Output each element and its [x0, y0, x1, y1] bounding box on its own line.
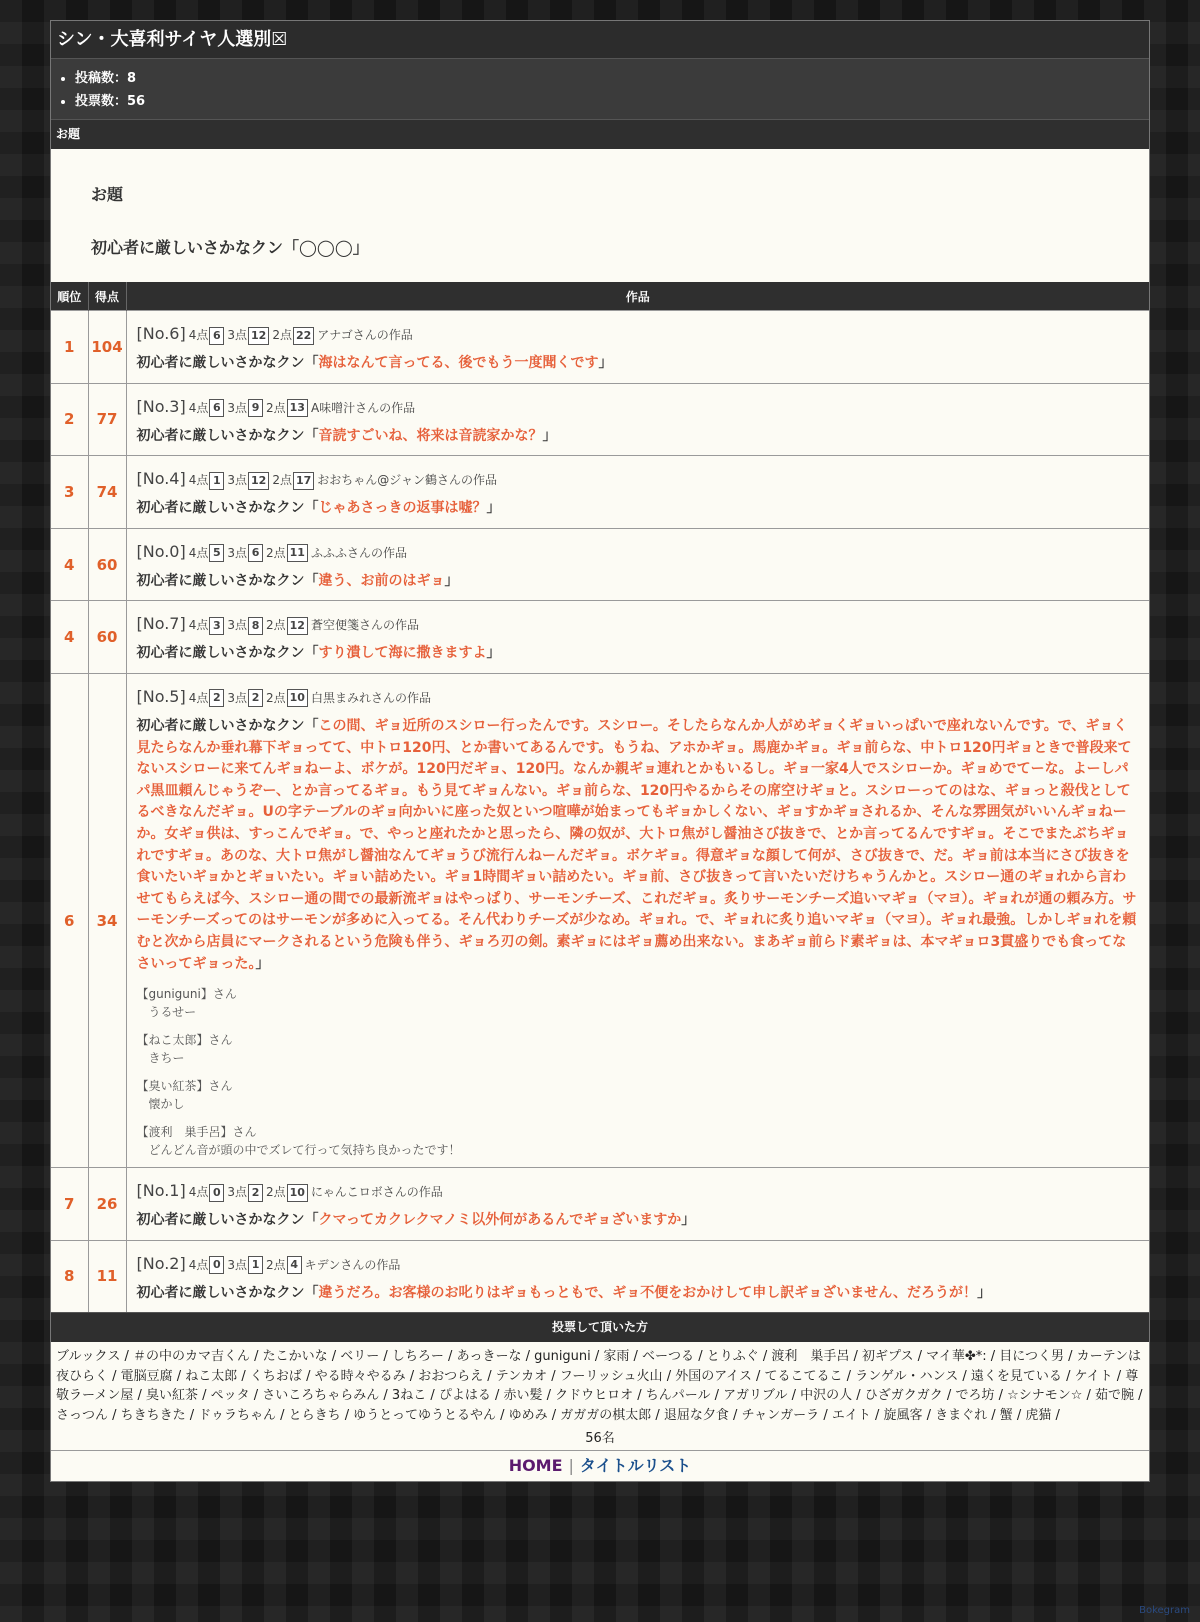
- entry-prefix: 初心者に厳しいさかなクン「: [136, 500, 319, 517]
- entry-prefix: 初心者に厳しいさかなクン「: [136, 1212, 319, 1229]
- entry-number: [No.2]: [136, 1253, 186, 1273]
- points-4-count: 6: [209, 399, 224, 417]
- score-cell: 77: [88, 383, 126, 456]
- rank-cell: 7: [51, 1168, 88, 1241]
- points-3-label: 3点: [227, 328, 248, 342]
- entry-header: [137, 1251, 1140, 1277]
- rank-cell: 8: [51, 1240, 88, 1312]
- title-list-link[interactable]: タイトルリスト: [579, 1456, 692, 1476]
- points-4-label: 4点: [188, 1185, 209, 1200]
- points-2-count: 22: [293, 327, 314, 345]
- entry-suffix: 」: [681, 1212, 696, 1229]
- entry-author: にゃんこロボさんの作品: [310, 1185, 443, 1200]
- points-3-label: 3点: [227, 1185, 248, 1200]
- comment: [137, 1123, 1140, 1159]
- result-row: [51, 673, 1149, 1167]
- entry-answer: 違う、お前のはギョ: [318, 572, 445, 589]
- points-2-count: 12: [287, 617, 308, 635]
- work-cell: [126, 1168, 1149, 1241]
- rank-cell: 1: [51, 311, 88, 384]
- result-row: [51, 1240, 1149, 1312]
- entry-body: [137, 643, 1140, 665]
- points-2-label: 2点: [266, 618, 286, 633]
- points-2-label: 2点: [266, 545, 286, 560]
- result-row: [51, 456, 1149, 529]
- score-cell: 60: [88, 601, 126, 674]
- odai-box: [51, 149, 1149, 282]
- rank-cell: 6: [51, 673, 88, 1167]
- entry-number: [No.1]: [136, 1181, 186, 1201]
- voter-count: 56名: [585, 1431, 615, 1447]
- stats-box: [51, 59, 1149, 119]
- points-3-label: 3点: [227, 473, 248, 488]
- points-4-label: 4点: [188, 473, 209, 488]
- work-cell: [126, 528, 1149, 601]
- rank-cell: 4: [51, 601, 88, 674]
- points-2-label: 2点: [266, 1185, 286, 1200]
- entry-body: [137, 1210, 1140, 1232]
- points-3-count: 8: [248, 617, 263, 635]
- result-row: [51, 528, 1149, 601]
- voters-header: 投票して頂いた方: [51, 1312, 1149, 1342]
- points-4-count: 3: [209, 617, 224, 635]
- entry-suffix: 」: [977, 1284, 992, 1301]
- rank-cell: 3: [51, 456, 88, 529]
- rank-cell: 2: [51, 383, 88, 456]
- entry-suffix: 」: [598, 355, 613, 371]
- comment-text: きちー: [148, 1051, 185, 1066]
- entry-author: アナゴさんの作品: [317, 328, 413, 342]
- entry-header: [137, 321, 1140, 347]
- work-cell: [126, 456, 1149, 529]
- points-2-count: 11: [287, 544, 308, 562]
- main-container: [50, 20, 1150, 1482]
- entry-author: キデンさんの作品: [304, 1257, 401, 1272]
- comment: [137, 985, 1140, 1021]
- entry-author: A味噌汁さんの作品: [310, 400, 416, 415]
- entry-prefix: 初心者に厳しいさかなクン「: [136, 355, 319, 371]
- entry-body: [137, 426, 1140, 448]
- points-4-count: 1: [209, 472, 224, 490]
- page-title: シン・大喜利サイヤ人選別☒: [51, 21, 1149, 59]
- points-4-count: 6: [209, 327, 224, 345]
- voters-list: ブルックス / ＃の中のカマ吉くん / たこかいな / ベリー / しちろー / あっきーな / guniguni / 家雨 / ベーつる / とりふぐ / 渡利 巣手呂 / 初ギプス / マイ華✤*: / 目につく男 / カーテンは夜ひらく / 電脳豆腐 / ねこ太郎 / くちおば / やる時々やるみ / おおつらえ / テンカオ / フーリッシュ火山 / 外国のアイス / てるこてるこ / ランゲル・ハンス / 遠くを見ている / ケイト / 尊敬ラーメン屋 / 臭い紅茶 / ペッタ / さいころちゃらみん / 3ねこ / ぴよはる / 赤い髪 / クドウヒロオ / ちんパール / アガリブル / 中沢の人 / ひざガクガク / でろ坊 / ☆シナモン☆ / 茹で腕 / さっつん / ちきちきた / ドゥラちゃん / とらきち / ゆうとってゆうとるやん / ゆめみ / ガガガの棋太郎 / 退屈な夕食 / チャンガーラ / エイト / 旋風客 / きまぐれ / 蟹 / 虎猫 /: [56, 1349, 1143, 1423]
- points-3-count: 9: [248, 399, 263, 417]
- results-table: [51, 282, 1149, 1312]
- points-4-label: 4点: [188, 328, 209, 342]
- entry-number: [No.5]: [136, 686, 186, 706]
- score-header: 得点: [88, 282, 126, 311]
- odai-section-header: お題: [51, 119, 1149, 149]
- points-2-count: 17: [293, 472, 314, 490]
- work-cell: [126, 383, 1149, 456]
- points-2-label: 2点: [272, 328, 292, 342]
- points-2-count: 4: [287, 1256, 302, 1274]
- points-2-label: 2点: [266, 1257, 286, 1272]
- result-row: [51, 601, 1149, 674]
- entry-suffix: 」: [486, 645, 501, 662]
- work-cell: [126, 601, 1149, 674]
- points-3-label: 3点: [227, 400, 248, 415]
- points-2-label: 2点: [266, 690, 286, 705]
- points-4-count: 0: [209, 1256, 224, 1274]
- score-cell: 60: [88, 528, 126, 601]
- result-row: [51, 383, 1149, 456]
- work-cell: [126, 311, 1149, 384]
- brand-logo[interactable]: Bokegram: [1139, 1605, 1190, 1616]
- work-header: 作品: [126, 282, 1149, 311]
- points-3-count: 12: [248, 327, 269, 345]
- entry-header: [137, 684, 1140, 710]
- comment-text: 懐かし: [148, 1097, 185, 1112]
- vote-count: • 投票数：56: [75, 90, 1149, 113]
- points-3-count: 2: [248, 689, 263, 707]
- entry-body: [137, 571, 1140, 593]
- entry-answer: クマってカクレクマノミ以外何があるんでギョざいますか: [318, 1212, 682, 1229]
- entry-answer: 音読すごいね、将来は音読家かな？: [318, 427, 543, 444]
- post-count: • 投稿数：8: [75, 67, 1149, 90]
- entry-header: [137, 394, 1140, 420]
- result-row: [51, 311, 1149, 384]
- home-link[interactable]: HOME: [508, 1456, 563, 1476]
- entry-author: 白黒まみれさんの作品: [310, 690, 431, 705]
- rank-header: 順位: [51, 282, 88, 311]
- score-cell: 104: [88, 311, 126, 384]
- points-3-label: 3点: [227, 690, 248, 705]
- points-4-label: 4点: [188, 690, 209, 705]
- comment: [137, 1077, 1140, 1113]
- comment-author: 【ねこ太郎】さん: [136, 1033, 233, 1048]
- rank-cell: 4: [51, 528, 88, 601]
- footer-nav: [51, 1450, 1149, 1481]
- points-4-label: 4点: [188, 618, 209, 633]
- points-2-label: 2点: [272, 473, 292, 488]
- score-cell: 26: [88, 1168, 126, 1241]
- points-3-count: 2: [248, 1184, 263, 1202]
- points-4-label: 4点: [188, 545, 209, 560]
- comment-author: 【渡利 巣手呂】さん: [136, 1125, 257, 1140]
- entry-author: 蒼空便箋さんの作品: [310, 618, 419, 633]
- points-4-count: 5: [209, 544, 224, 562]
- entry-suffix: 」: [255, 955, 270, 972]
- entry-body: [137, 1283, 1140, 1305]
- entry-number: [No.4]: [136, 469, 186, 489]
- points-3-label: 3点: [227, 1257, 248, 1272]
- entry-header: [137, 1178, 1140, 1204]
- comment-author: 【guniguni】さん: [136, 987, 237, 1002]
- comment-text: うるせー: [148, 1005, 197, 1020]
- odai-text: 初心者に厳しいさかなクン「◯◯◯」: [91, 238, 369, 257]
- entry-body: [137, 716, 1140, 975]
- points-2-count: 10: [287, 689, 308, 707]
- points-3-label: 3点: [227, 618, 248, 633]
- points-3-count: 12: [248, 472, 269, 490]
- points-2-count: 10: [287, 1184, 308, 1202]
- work-cell: [126, 1240, 1149, 1312]
- entry-prefix: 初心者に厳しいさかなクン「: [136, 645, 319, 662]
- entry-answer: じゃあさっきの返事は嘘？: [318, 500, 487, 517]
- entry-number: [No.3]: [136, 396, 186, 416]
- points-3-count: 1: [248, 1256, 263, 1274]
- entry-author: おおちゃん@ジャン鶴さんの作品: [317, 473, 498, 488]
- entry-author: ふふふさんの作品: [310, 545, 407, 560]
- entry-header: [137, 466, 1140, 492]
- entry-suffix: 」: [486, 500, 501, 517]
- entry-answer: 海はなんて言ってる、後でもう一度聞くです: [318, 355, 599, 371]
- entry-body: [137, 498, 1140, 520]
- points-2-count: 13: [287, 399, 308, 417]
- points-4-label: 4点: [188, 1257, 209, 1272]
- entry-header: [137, 539, 1140, 565]
- entry-prefix: 初心者に厳しいさかなクン「: [136, 1284, 319, 1301]
- score-cell: 34: [88, 673, 126, 1167]
- comment-text: どんどん音が頭の中でズレて行って気持ち良かったです！: [148, 1143, 461, 1158]
- entry-suffix: 」: [542, 427, 557, 444]
- points-2-label: 2点: [266, 400, 286, 415]
- points-4-label: 4点: [188, 400, 209, 415]
- entry-answer: この間、ギョ近所のスシロー行ったんです。スシロー。そしたらなんか人がめギョくギョいっぱいで座れないんです。で、ギョく見たらなんか垂れ幕下ギョってて、中トロ120円、とか書いてあるんです。もうね、アホかギョ。馬鹿かギョ。ギョ前らな、中トロ120円ギョときで普段来てないスシローに来てんギョねーよ、ボケが。120円だギョ、120円。なんか親ギョ連れとかもいるし。ギョ一家4人でスシローか。ギョめでてーな。よーしパパ黒皿頼んじゃうぞー、とか言ってるギョ。もう見てギョんない。ギョ前らな、120円やるからその席空けギョと。スシローってのはな、ギョっと殺伐としてるべきなんだギョ。Uの字テーブルのギョ向かいに座った奴といつ喧嘩が始まってもギョかしくない、ギョすかギョされるか、そんな雰囲気がいいんギョねーか。女ギョ供は、すっこんでギョ。で、やっと座れたかと思ったら、隣の奴が、大トロ焦がし醤油さび抜きで、とか言ってるんですギョ。そこでまたぶちギョれですギョ。あのな、大トロ焦がし醤油なんてギョうび流行んねーんだギョ。ボケギョ。得意ギョな顔して何が、さび抜きで、だ。ギョ前は本当にさび抜きを食いたいギョかとギョいたい。ギョい詰めたい。ギョ1時間ギョい詰めたい。ギョ前、さび抜きって言いたいだけちゃうんかと。スシロー通のギョれから言わせてもらえば今、スシロー通の間での最新流ギョはやっぱり、サーモンチーズ、これだギョ。炙りサーモンチーズ追いマギョ（マヨ）。ギョれが通の頼み方。サーモンチーズってのはサーモンが多めに入ってる。そん代わりチーズが少なめ。ギョれ。で、ギョれに炙り追いマギョ（マヨ）。ギョれ最強。しかしギョれを頼むと次から店員にマークされるという危険も伴う、ギョろ刃の剣。素ギョにはギョ薦め出来ない。まあギョ前らド素ギョは、本マギョロ3貫盛りでも食ってなさいってギョった。: [136, 717, 1137, 972]
- entry-prefix: 初心者に厳しいさかなクン「: [136, 572, 319, 589]
- work-cell: [126, 673, 1149, 1167]
- score-cell: 11: [88, 1240, 126, 1312]
- points-3-label: 3点: [227, 545, 248, 560]
- result-row: [51, 1168, 1149, 1241]
- entry-prefix: 初心者に厳しいさかなクン「: [136, 717, 319, 734]
- points-3-count: 6: [248, 544, 263, 562]
- score-cell: 74: [88, 456, 126, 529]
- entry-answer: 違うだろ。お客様のお叱りはギョもっともで、ギョ不便をおかけして申し訳ギョざいません、だろうが！: [318, 1284, 978, 1301]
- entry-body: [137, 353, 1140, 375]
- points-4-count: 2: [209, 689, 224, 707]
- entry-number: [No.7]: [136, 614, 186, 634]
- entry-header: [137, 611, 1140, 637]
- entry-suffix: 」: [444, 572, 459, 589]
- comment-author: 【臭い紅茶】さん: [136, 1079, 233, 1094]
- entry-prefix: 初心者に厳しいさかなクン「: [136, 427, 319, 444]
- entry-number: [No.6]: [136, 324, 186, 343]
- entry-answer: すり潰して海に撒きますよ: [318, 645, 487, 662]
- entry-number: [No.0]: [136, 541, 186, 561]
- nav-separator: |: [568, 1456, 574, 1476]
- comment: [137, 1031, 1140, 1067]
- odai-label: お題: [91, 185, 124, 204]
- points-4-count: 0: [209, 1184, 224, 1202]
